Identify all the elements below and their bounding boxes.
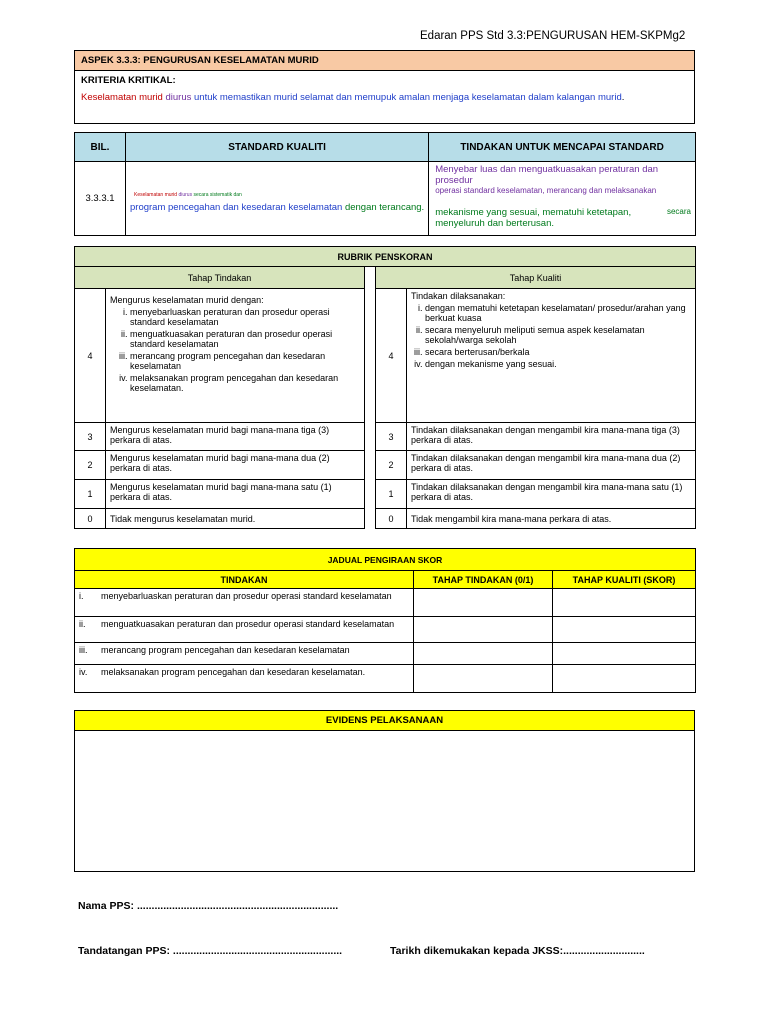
skor-row-num: ii. [79,619,86,629]
skor-row-num: iii. [79,645,88,655]
kriteria-label: KRITERIA KRITIKAL: [81,75,176,86]
kualiti-0: Tidak mengambil kira mana-mana perkara di atas. [407,509,696,529]
evidens-box[interactable] [74,731,695,872]
skor-row-text: melaksanakan program pencegahan dan kesedaran keselamatan. [101,667,366,677]
tindakan-4 [106,289,365,423]
score-4-right: 4 [376,289,407,423]
aspek-title: ASPEK 3.3.3: PENGURUSAN KESELAMATAN MURID [74,50,695,71]
tahap-kualiti-header: Tahap Kualiti [376,267,696,289]
std-verb: diurus [178,192,193,198]
skor-tahap-tindakan-cell[interactable] [414,589,553,617]
score-2-left: 2 [75,451,106,480]
kriteria-verb: diurus [165,92,192,103]
aspek-box [74,50,695,124]
kualiti-4-list [411,303,691,369]
kualiti-4-intro: Tindakan dilaksanakan: [411,291,506,301]
skor-tahap-tindakan-cell[interactable] [414,665,553,693]
document-header: Edaran PPS Std 3.3:PENGURUSAN HEM-SKPMg2 [420,30,686,42]
skor-table [74,548,696,693]
list-item: ii. secara menyeluruh meliputi semua aspek keselamatan sekolah/warga sekolah [425,325,691,345]
tindakan-line-3: mekanisme yang sesuai, mematuhi ketetapan, [435,207,632,218]
standard-text [126,162,429,236]
col-tindakan: TINDAKAN UNTUK MENCAPAI STANDARD [429,133,696,162]
skor-tahap-kualiti-cell[interactable] [553,617,696,643]
list-item: iv. dengan mekanisme yang sesuai. [425,359,691,369]
kualiti-3: Tindakan dilaksanakan dengan mengambil kira mana-mana tiga (3) perkara di atas. [407,423,696,451]
kualiti-2: Tindakan dilaksanakan dengan mengambil kira mana-mana dua (2) perkara di atas. [407,451,696,480]
skor-row-num: i. [79,591,84,601]
list-item: iii. merancang program pencegahan dan kesedaran keselamatan [130,351,360,371]
score-0-right: 0 [376,509,407,529]
skor-col-tindakan: TINDAKAN [75,571,414,589]
standard-table [74,132,696,236]
bil-value: 3.3.3.1 [75,162,126,236]
skor-row-2 [75,617,414,643]
skor-row-1 [75,589,414,617]
score-1-right: 1 [376,480,407,509]
kriteria-period: . [621,92,625,103]
nama-pps-field: Nama PPS: ..................................................................... [78,900,339,912]
tindakan-line-3b: secara [666,207,691,216]
skor-col-tahap-tindakan: TAHAP TINDAKAN (0/1) [414,571,553,589]
list-item: i. dengan mematuhi ketetapan keselamatan/ prosedur/arahan yang berkuat kuasa [425,303,691,323]
skor-tahap-kualiti-cell[interactable] [553,665,696,693]
tindakan-3: Mengurus keselamatan murid bagi mana-mana tiga (3) perkara di atas. [106,423,365,451]
kriteria-subject: Keselamatan murid [81,92,163,103]
tindakan-text [429,162,696,236]
rubrik-table [74,246,696,529]
score-1-left: 1 [75,480,106,509]
list-item: iv. melaksanakan program pencegahan dan kesedaran keselamatan. [130,373,360,393]
kriteria-text [81,92,688,103]
tindakan-4-intro: Mengurus keselamatan murid dengan: [110,295,264,305]
skor-tahap-kualiti-cell[interactable] [553,643,696,665]
kualiti-1: Tindakan dilaksanakan dengan mengambil kira mana-mana satu (1) perkara di atas. [407,480,696,509]
score-2-right: 2 [376,451,407,480]
skor-col-tahap-kualiti: TAHAP KUALITI (SKOR) [553,571,696,589]
skor-title: JADUAL PENGIRAAN SKOR [75,549,696,571]
skor-tahap-tindakan-cell[interactable] [414,643,553,665]
tindakan-line-1: Menyebar luas dan menguatkuasakan peraturan dan prosedur [435,164,659,186]
list-item: ii. menguatkuasakan peraturan dan prosedur operasi standard keselamatan [130,329,360,349]
skor-row-3 [75,643,414,665]
skor-row-4 [75,665,414,693]
kriteria-section [74,71,695,124]
skor-tahap-kualiti-cell[interactable] [553,589,696,617]
std-terancang: dengan terancang. [344,202,425,213]
kriteria-goal: untuk memastikan murid selamat dan memupuk amalan menjaga keselamatan dalam kalangan murid [194,92,622,103]
tindakan-1: Mengurus keselamatan murid bagi mana-mana satu (1) perkara di atas. [106,480,365,509]
col-bil: BIL. [75,133,126,162]
list-item: i. menyebarluaskan peraturan dan prosedur operasi standard keselamatan [130,307,360,327]
kualiti-4 [407,289,696,423]
std-program: program pencegahan dan kesedaran keselamatan [130,202,343,213]
skor-row-text: menyebarluaskan peraturan dan prosedur operasi standard keselamatan [101,591,392,601]
tindakan-0: Tidak mengurus keselamatan murid. [106,509,365,529]
skor-row-text: merancang program pencegahan dan kesedaran keselamatan [101,645,350,655]
score-3-right: 3 [376,423,407,451]
tarikh-field: Tarikh dikemukakan kepada JKSS:............................ [390,945,645,957]
skor-tahap-tindakan-cell[interactable] [414,617,553,643]
tahap-tindakan-header: Tahap Tindakan [75,267,365,289]
tindakan-4-list [110,307,360,393]
skor-row-text: menguatkuasakan peraturan dan prosedur operasi standard keselamatan [101,619,395,629]
col-standard: STANDARD KUALITI [126,133,429,162]
tindakan-line-4: menyeluruh dan berterusan. [435,218,555,229]
tandatangan-pps-field: Tandatangan PPS: .......................................................... [78,945,343,957]
list-item: iii. secara berterusan/berkala [425,347,691,357]
tindakan-2: Mengurus keselamatan murid bagi mana-mana dua (2) perkara di atas. [106,451,365,480]
std-subject: Keselamatan murid [134,192,178,198]
std-manner: secara sistematik dan [193,192,242,198]
tindakan-line-2: operasi standard keselamatan, merancang dan melaksanakan [435,186,657,195]
skor-row-num: iv. [79,667,88,677]
rubrik-title: RUBRIK PENSKORAN [75,247,696,267]
score-0-left: 0 [75,509,106,529]
evidens-section [74,710,695,872]
score-4-left: 4 [75,289,106,423]
evidens-title: EVIDENS PELAKSANAAN [74,710,695,731]
score-3-left: 3 [75,423,106,451]
